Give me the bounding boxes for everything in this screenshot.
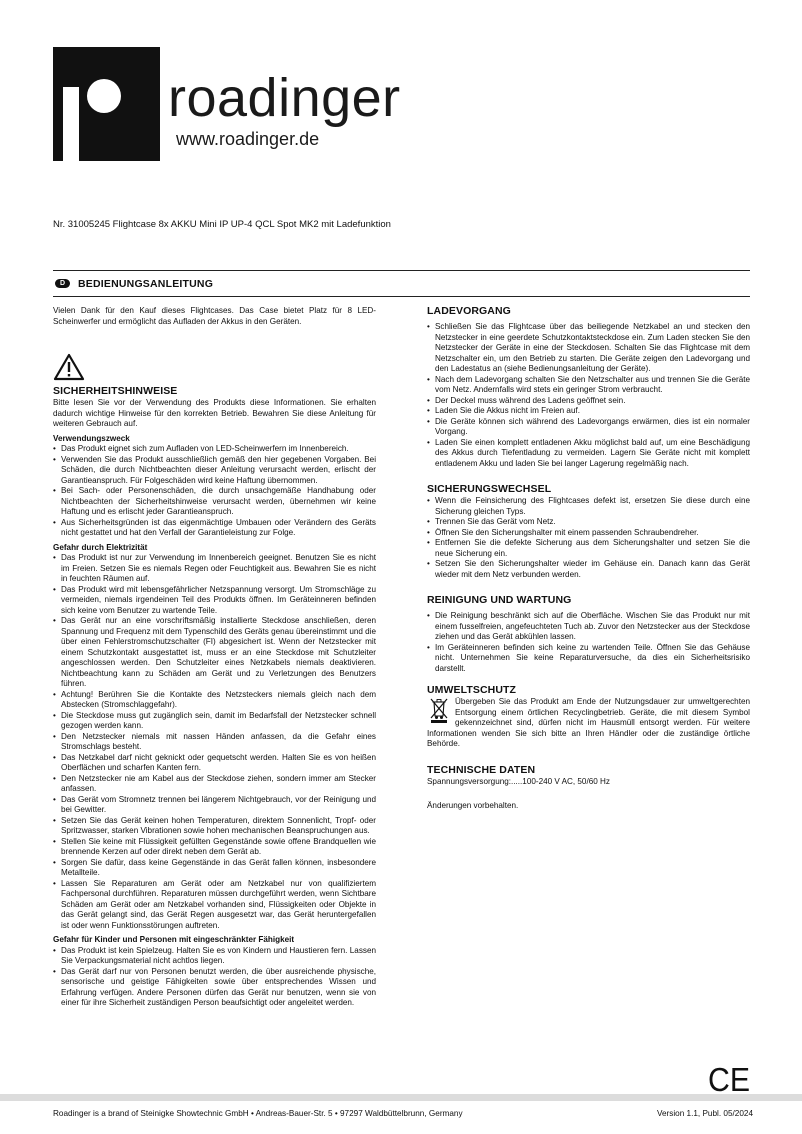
list-item: • Das Produkt ist nur zur Verwendung im Innenbereich geeignet. Benutzen Sie es nicht im Freien. Setzen Sie es niemals Regen oder Feuchtigkeit aus. Bewahren Sie es nicht in feuchten Räumen auf.	[53, 553, 376, 585]
list-item: • Das Produkt wird mit lebensgefährlicher Netzspannung versorgt. Um Stromschläge zu vermeiden, niemals irgendeinen Teil des Produkts öffnen. Im Geräteinneren befinden sich keine vom Benutzer zu wartende Teile.	[53, 585, 376, 617]
footer-company: Roadinger is a brand of Steinigke Showtechnic GmbH • Andreas-Bauer-Str. 5 • 97297 Waldbüttelbrunn, Germany	[53, 1109, 463, 1118]
children-list	[53, 946, 376, 1009]
weee-bin-icon	[429, 697, 449, 723]
list-item: • Im Geräteinneren befinden sich keine zu wartenden Teile. Öffnen Sie das Gehäuse nicht. Unternehmen Sie keine Reparaturversuche, da dies ein Sicherheitsrisiko darstellt.	[427, 643, 750, 675]
cleaning-list	[427, 611, 750, 674]
list-item: • Den Netzstecker nie am Kabel aus der Steckdose ziehen, sondern immer am Stecker anfassen.	[53, 774, 376, 795]
list-item: • Der Deckel muss während des Ladens geöffnet sein.	[427, 396, 750, 407]
logo-r-stem	[63, 87, 79, 161]
electricity-heading: Gefahr durch Elektrizität	[53, 542, 148, 552]
list-item: • Die Steckdose muss gut zugänglich sein, damit im Bedarfsfall der Netzstecker schnell gezogen werden kann.	[53, 711, 376, 732]
list-item: • Öffnen Sie den Sicherungshalter mit einem passenden Schraubendreher.	[427, 528, 750, 539]
list-item: • Lassen Sie Reparaturen am Gerät oder am Netzkabel nur von qualifiziertem Fachpersonal durchführen. Reparaturen müssen durchgeführt werden, wenn Sichtbare Schäden am Gerät oder am Netzkabel vorhanden sind, Flüssigkeiten oder Objekte in das Gerät gelangt sind, das Gerät Regen ausgesetzt war, das Gerät heruntergefallen ist oder wenn Funktionsstörungen auftreten.	[53, 879, 376, 932]
charging-heading: LADEVORGANG	[427, 305, 511, 317]
environment-heading: UMWELTSCHUTZ	[427, 684, 517, 696]
language-badge: D	[55, 279, 70, 288]
safety-heading: SICHERHEITSHINWEISE	[53, 385, 178, 397]
list-item: • Setzen Sie den Sicherungshalter wieder im Gehäuse ein. Danach kann das Gerät wieder mit dem Netz verbunden werden.	[427, 559, 750, 580]
brand-url: www.roadinger.de	[176, 129, 320, 149]
logo-r-dot	[87, 79, 121, 113]
list-item: • Wenn die Feinsicherung des Flightcases defekt ist, ersetzen Sie diese durch eine Sicherung gleichen Typs.	[427, 496, 750, 517]
list-item: • Laden Sie die Akkus nicht im Freien auf.	[427, 406, 750, 417]
fuse-heading: SICHERUNGSWECHSEL	[427, 483, 552, 495]
list-item: • Die Geräte können sich während des Ladevorgangs erwärmen, dies ist ein normaler Vorgang.	[427, 417, 750, 438]
list-item: • Verwenden Sie das Produkt ausschließlich gemäß den hier gegebenen Vorgaben. Bei Schäden, die durch Nichtbeachten dieser Anleitung verursacht werden, erlischt der Garantieanspruch. Für Folgeschäden wird keine Haftung übernommen.	[53, 455, 376, 487]
environment-text: Übergeben Sie das Produkt am Ende der Nutzungsdauer zur umweltgerechten Entsorgung einem örtlichen Recyclingbetrieb. Geräte, die mit diesem Symbol gekennzeichnet sind, dürfen nicht im Hausmüll entsorgt werden. Für weitere Informationen wenden Sie sich bitte an Ihren Händler oder die zuständige örtliche Behörde.	[427, 697, 750, 748]
list-item: • Achtung! Berühren Sie die Kontakte des Netzsteckers niemals gleich nach dem Abstecken (Stromschlaggefahr).	[53, 690, 376, 711]
cleaning-heading: REINIGUNG UND WARTUNG	[427, 594, 572, 606]
list-item: • Das Gerät darf nur von Personen benutzt werden, die über ausreichende physische, sensorische und geistige Fähigkeiten sowie über entsprechendes Wissen und Erfahrung verfügen. Andere Personen dürfen das Gerät nur benutzen, wenn sie von einer für ihre Sicherheit zuständigen Person beaufsichtigt oder angeleitet werden.	[53, 967, 376, 1009]
list-item: • Die Reinigung beschränkt sich auf die Oberfläche. Wischen Sie das Produkt nur mit einem fusselfreien, angefeuchteten Tuch ab. Zuvor den Netzstecker aus der Steckdose ziehen und das Gerät abkühlen lassen.	[427, 611, 750, 643]
list-item: • Trennen Sie das Gerät vom Netz.	[427, 517, 750, 528]
manual-title: BEDIENUNGSANLEITUNG	[78, 278, 214, 290]
purpose-heading: Verwendungszweck	[53, 433, 130, 443]
ce-mark-text: CE	[708, 1064, 750, 1094]
tech-heading: TECHNISCHE DATEN	[427, 763, 536, 776]
list-item: • Bei Sach- oder Personenschäden, die durch unsachgemäße Handhabung oder Nichtbeachten der Sicherheitshinweise verursacht werden, übernehmen wir keine Haftung und es erlischt jeder Garantieanspruch.	[53, 486, 376, 518]
list-item: • Das Produkt eignet sich zum Aufladen von LED-Scheinwerfern im Innenbereich.	[53, 444, 376, 455]
electricity-list	[53, 553, 376, 931]
environment-block	[427, 697, 750, 750]
list-item: • Laden Sie einen komplett entladenen Akku möglichst bald auf, um eine Beschädigung des Akkus durch Tiefentladung zu vermeiden. Lagern Sie Geräte nicht mit komplett entladenem Akku und laden Sie bei langer Lagerung regelmäßig nach.	[427, 438, 750, 470]
safety-intro: Bitte lesen Sie vor der Verwendung des Produkts diese Informationen. Sie erhalten dadurch wichtige Hinweise für den korrekten Betrieb. Bewahren Sie diese Anleitung für weiteren Gebrauch auf.	[53, 398, 376, 428]
footer-band	[0, 1094, 802, 1101]
list-item: • Das Produkt ist kein Spielzeug. Halten Sie es von Kindern und Haustieren fern. Lassen Sie Verpackungsmaterial nicht achtlos liegen.	[53, 946, 376, 967]
list-item: • Sorgen Sie dafür, dass keine Gegenstände in das Gerät fallen können, insbesondere Metallteile.	[53, 858, 376, 879]
warning-icon	[53, 353, 85, 381]
list-item: • Das Gerät nur an eine vorschriftsmäßig installierte Steckdose anschließen, deren Spannung und Frequenz mit dem Typenschild des Geräts genau übereinstimmt und die über einen Fehlerstromschutzschalter (FI) abgesichert ist. Wenn der Netzstecker mit einem Schutzkontakt ausgestattet ist, muss er an eine Steckdose mit Schutzleiter angeschlossen werden. Den Schutzleiter eines Netzkabels niemals deaktivieren. Nichtbeachtung kann zu Schäden am Gerät und zu Verletzungen des Benutzers führen.	[53, 616, 376, 690]
fuse-list	[427, 496, 750, 580]
footer-version: Version 1.1, Publ. 05/2024	[656, 1109, 753, 1118]
purpose-list	[53, 444, 376, 539]
charging-list	[427, 322, 750, 469]
list-item: • Stellen Sie keine mit Flüssigkeit gefüllten Gegenstände sowie offene Brandquellen wie brennende Kerzen auf oder direkt neben dem Gerät ab.	[53, 837, 376, 858]
list-item: • Den Netzstecker niemals mit nassen Händen anfassen, da die Gefahr eines Stromschlags besteht.	[53, 732, 376, 753]
ce-mark	[708, 1064, 750, 1094]
top-rule	[53, 270, 750, 271]
list-item: • Das Gerät vom Stromnetz trennen bei längerem Nichtgebrauch, vor der Reinigung und bei Gewitter.	[53, 795, 376, 816]
intro-text: Vielen Dank für den Kauf dieses Flightcases. Das Case bietet Platz für 8 LED-Scheinwerfer und ermöglicht das Aufladen der Akkus in den Geräten.	[53, 306, 376, 326]
changes-note: Änderungen vorbehalten.	[427, 801, 519, 810]
list-item: • Das Netzkabel darf nicht geknickt oder gequetscht werden. Halten Sie es von heißen Oberflächen und scharfen Kanten fern.	[53, 753, 376, 774]
list-item: • Nach dem Ladevorgang schalten Sie den Netzschalter aus und trennen Sie die Geräte vom Netz. Andernfalls wird stets ein geringer Strom verbraucht.	[427, 375, 750, 396]
tech-supply: Spannungsversorgung:.....100-240 V AC, 50/60 Hz	[427, 776, 610, 786]
list-item: • Schließen Sie das Flightcase über das beiliegende Netzkabel an und stecken den Netzstecker in eine geerdete Schutzkontaktsteckdose ein. Zum Laden stecken Sie den Netzstecker der Geräte in eine der Steckdosen. Schalten Sie das Flightcase mit dem Netzschalter ein, um den Betrieb zu starten. Die Geräte zeigen den Ladevorgang und den Ladestatus an (siehe Bedienungsanleitung der Geräte).	[427, 322, 750, 375]
list-item: • Entfernen Sie die defekte Sicherung aus dem Sicherungshalter und setzen Sie die neue Sicherung ein.	[427, 538, 750, 559]
product-line: Nr. 31005245 Flightcase 8x AKKU Mini IP UP-4 QCL Spot MK2 mit Ladefunktion	[53, 219, 391, 230]
list-item: • Aus Sicherheitsgründen ist das eigenmächtige Umbauen oder Verändern des Geräts nicht gestattet und hat den Verfall der Garantieleistung zur Folge.	[53, 518, 376, 539]
brand-logo	[53, 47, 160, 161]
right-column	[427, 305, 750, 812]
left-column	[53, 306, 376, 1009]
brand-name: roadinger	[168, 68, 401, 128]
children-heading: Gefahr für Kinder und Personen mit eingeschränkter Fähigkeit	[53, 935, 295, 944]
title-rule	[53, 296, 750, 297]
list-item: • Setzen Sie das Gerät keinen hohen Temperaturen, direktem Sonnenlicht, Tropf- oder Spritzwasser, starken Vibrationen sowie hohen mechanischen Beanspruchungen aus.	[53, 816, 376, 837]
